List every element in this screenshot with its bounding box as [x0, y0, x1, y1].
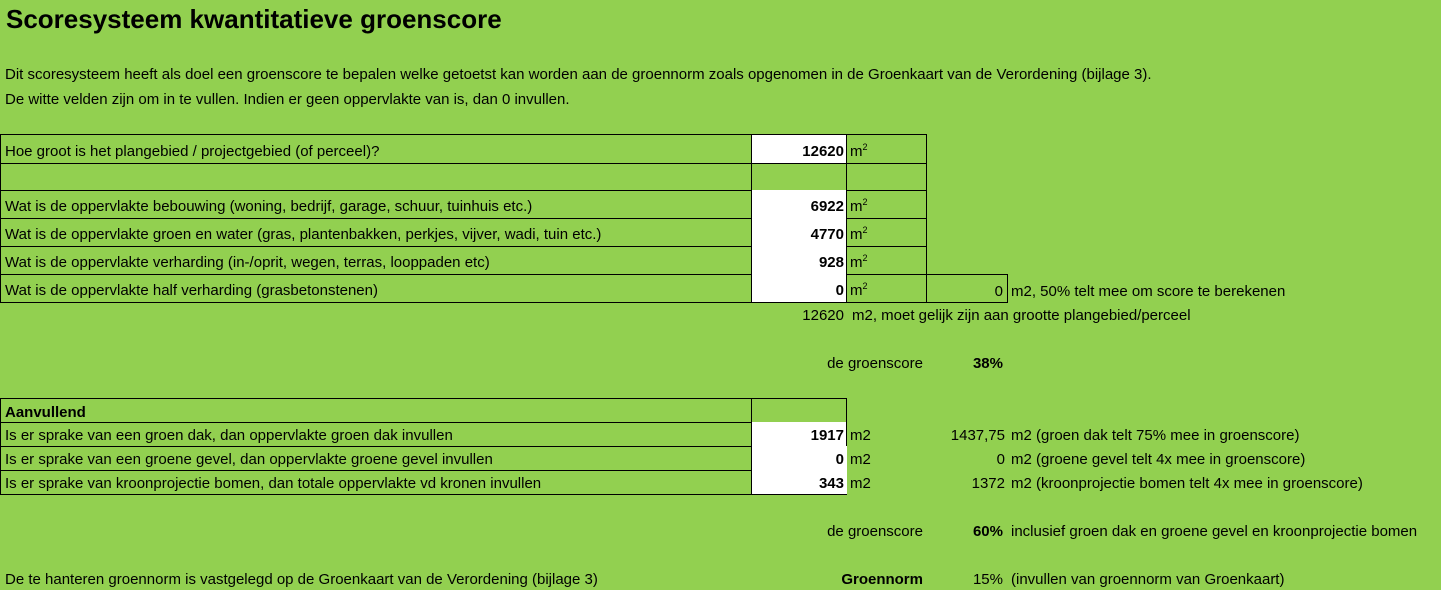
- groene-gevel-input[interactable]: 0: [751, 446, 847, 471]
- total-area-note: m2, moet gelijk zijn aan grootte plangebied/perceel: [852, 307, 1191, 324]
- groennorm-note: (invullen van groennorm van Groenkaart): [1011, 571, 1285, 588]
- page-title: Scoresysteem kwantitatieve groenscore: [6, 4, 502, 34]
- half-verharding-input[interactable]: 0: [751, 274, 847, 303]
- kroonprojectie-note: m2 (kroonprojectie bomen telt 4x mee in groenscore): [1011, 475, 1363, 492]
- area-unit: $m^2$: [846, 218, 927, 247]
- groenscore-total-value: 60%: [972, 523, 1003, 540]
- kroonprojectie-input[interactable]: 343: [751, 470, 847, 495]
- groene-gevel-note: m2 (groene gevel telt 4x mee in groenscore): [1011, 451, 1306, 468]
- spacer-cell: [751, 163, 847, 191]
- verharding-input[interactable]: 928: [751, 246, 847, 275]
- groene-gevel-calc: 0: [996, 451, 1005, 468]
- half-verharding-calc: 0: [926, 274, 1008, 303]
- intro-line-2: De witte velden zijn om in te vullen. Indien er geen oppervlakte van is, dan 0 invullen.: [5, 91, 570, 108]
- area-unit: $m^2$: [846, 274, 927, 303]
- groen-water-input[interactable]: 4770: [751, 218, 847, 247]
- area-label-groen-water: Wat is de oppervlakte groen en water (gras, plantenbakken, perkjes, vijver, wadi, tuin etc.): [0, 218, 752, 247]
- groennorm-label: Groennorm: [841, 571, 923, 588]
- area-unit: $m^2$: [846, 190, 927, 219]
- groen-dak-calc: 1437,75: [950, 427, 1005, 444]
- groenscore-label: de groenscore: [827, 355, 923, 372]
- groenscore-total-label: de groenscore: [827, 523, 923, 540]
- groene-gevel-label: Is er sprake van een groene gevel, dan oppervlakte groene gevel invullen: [0, 446, 752, 471]
- half-verharding-note: m2, 50% telt mee om score te berekenen: [1011, 283, 1286, 300]
- groen-dak-note: m2 (groen dak telt 75% mee in groenscore): [1011, 427, 1300, 444]
- total-area: 12620: [802, 307, 844, 324]
- plan-unit: $m^2$: [846, 134, 927, 164]
- area-label-verharding: Wat is de oppervlakte verharding (in-/oprit, wegen, terras, looppaden etc): [0, 246, 752, 275]
- groennorm-text: De te hanteren groennorm is vastgelegd op de Groenkaart van de Verordening (bijlage 3): [5, 571, 598, 588]
- kroonprojectie-calc: 1372: [971, 475, 1005, 492]
- kroonprojectie-unit: m2: [850, 475, 871, 492]
- bebouwing-input[interactable]: 6922: [751, 190, 847, 219]
- area-label-half-verharding: Wat is de oppervlakte half verharding (grasbetonstenen): [0, 274, 752, 303]
- plan-label: Hoe groot is het plangebied / projectgebied (of perceel)?: [0, 134, 752, 164]
- kroonprojectie-label: Is er sprake van kroonprojectie bomen, dan totale oppervlakte vd kronen invullen: [0, 470, 752, 495]
- groene-gevel-unit: m2: [850, 451, 871, 468]
- aanvullend-header: Aanvullend: [0, 398, 752, 423]
- groen-dak-input[interactable]: 1917: [751, 422, 847, 447]
- groen-dak-unit: m2: [850, 427, 871, 444]
- groenscore-total-note: inclusief groen dak en groene gevel en kroonprojectie bomen: [1011, 523, 1418, 540]
- area-label-bebouwing: Wat is de oppervlakte bebouwing (woning, bedrijf, garage, schuur, tuinhuis etc.): [0, 190, 752, 219]
- groenscore-value: 38%: [972, 355, 1003, 372]
- aanvullend-header-cell: [751, 398, 847, 423]
- area-unit: $m^2$: [846, 246, 927, 275]
- plan-area-input[interactable]: 12620: [751, 134, 847, 164]
- groennorm-value: 15%: [972, 571, 1003, 588]
- intro-line-1: Dit scoresysteem heeft als doel een groenscore te bepalen welke getoetst kan worden aan de groennorm zoals opgenomen in de Groenkaart van de Verordening (bijlage 3).: [5, 66, 1152, 83]
- spacer-cell: [846, 163, 927, 191]
- groen-dak-label: Is er sprake van een groen dak, dan oppervlakte groen dak invullen: [0, 422, 752, 447]
- spacer-row: [0, 163, 752, 191]
